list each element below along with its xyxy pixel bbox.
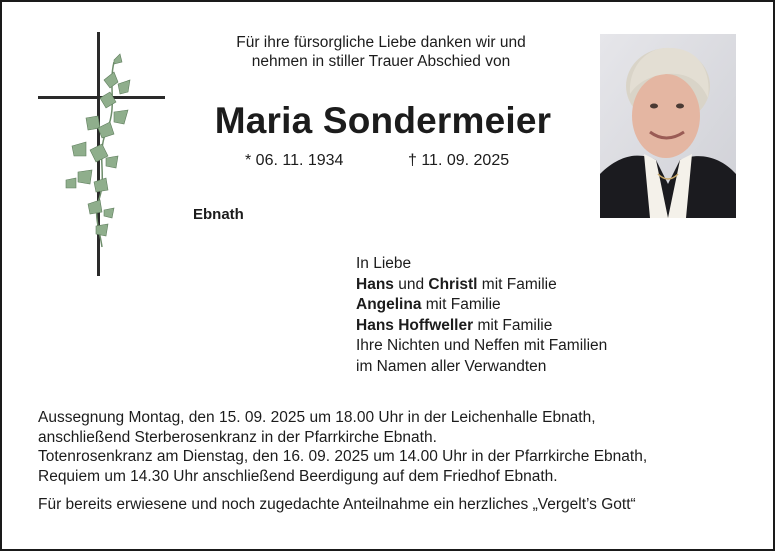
intro-line-1: Für ihre fürsorgliche Liebe danken wir und	[236, 34, 526, 51]
family-connector: und	[393, 275, 429, 293]
family-name: Hans Hoffweller	[356, 316, 474, 334]
birth-date: * 06. 11. 1934	[245, 152, 344, 169]
family-name: Hans	[356, 275, 394, 293]
family-suffix: mit Familie	[421, 296, 501, 313]
family-line-2	[356, 295, 607, 316]
service-line-2: anschließend Sterberosenkranz in der Pfarrkirche Ebnath.	[38, 428, 437, 446]
cross-with-ivy-icon	[36, 32, 168, 280]
service-line-3: Totenrosenkranz am Dienstag, den 16. 09. 2025 um 14.00 Uhr in der Pfarrkirche Ebnath,	[38, 448, 648, 465]
family-line-3	[356, 316, 607, 337]
death-date: † 11. 09. 2025	[408, 152, 510, 169]
family-heading: In Liebe	[356, 255, 412, 272]
deceased-name: Maria Sondermeier	[214, 100, 552, 141]
family-name: Christl	[428, 275, 478, 293]
family-line-5: Ihre Nichten und Neffen mit Familien	[356, 337, 608, 354]
intro-text	[186, 33, 576, 71]
service-line-1: Aussegnung Montag, den 15. 09. 2025 um 18.00 Uhr in der Leichenhalle Ebnath,	[38, 409, 596, 426]
thanks-line: Für bereits erwiesene und noch zugedachte Anteilnahme ein herzliches „Vergelt’s Gott“	[38, 496, 636, 513]
family-list	[356, 254, 607, 377]
portrait-photo	[600, 34, 736, 218]
family-suffix: mit Familie	[477, 275, 557, 293]
family-name: Angelina	[356, 296, 422, 313]
service-line-4: Requiem um 14.30 Uhr anschließend Beerdigung auf dem Friedhof Ebnath.	[38, 467, 558, 485]
place-label: Ebnath	[193, 206, 244, 223]
family-suffix: mit Familie	[473, 316, 553, 334]
family-line-6: im Namen aller Verwandten	[356, 357, 547, 375]
intro-line-2: nehmen in stiller Trauer Abschied von	[251, 53, 511, 70]
service-info	[38, 408, 758, 515]
family-line-1	[356, 275, 607, 296]
